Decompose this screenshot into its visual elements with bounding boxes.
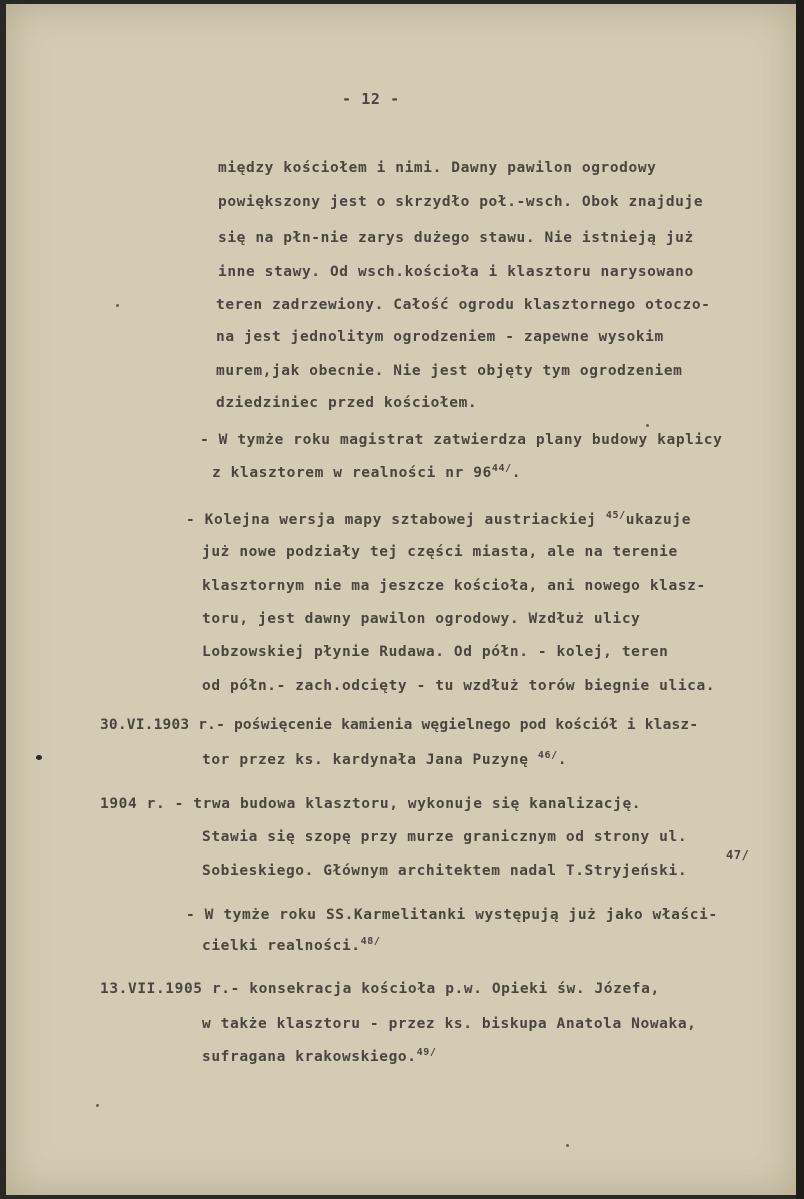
paper-speck	[646, 424, 649, 427]
scan-edge	[796, 0, 804, 1199]
text-line: - Kolejna wersja mapy sztabowej austriackiej $^{45/}$ukazuje	[186, 510, 692, 528]
page-number: - 12 -	[342, 90, 400, 108]
text-line: murem,jak obecnie. Nie jest objęty tym ogrodzeniem	[216, 363, 683, 379]
text-line: dziedziniec przed kościołem.	[216, 395, 478, 411]
footnote-ref-45: 45/	[605, 510, 626, 521]
text-line: już nowe podziały tej części miasta, ale na terenie	[202, 544, 678, 560]
text-line: na jest jednolitym ogrodzeniem - zapewne wysokim	[216, 329, 664, 345]
text-line: z klasztorem w realności nr $96^{44/}$.	[212, 463, 522, 481]
footnote-ref-48: 48/	[360, 936, 381, 947]
paper-speck	[116, 304, 119, 307]
text-line: cielki realności.$^{48/}$	[202, 936, 381, 954]
text-line: od półn.- zach.odcięty - tu wzdłuż torów biegnie ulica.	[202, 678, 716, 694]
text-line: Lobzowskiej płynie Rudawa. Od półn. - kolej, teren	[202, 644, 669, 660]
text-line: inne stawy. Od wsch.kościoła i klasztoru narysowano	[218, 264, 694, 280]
text-line: między kościołem i nimi. Dawny pawilon ogrodowy	[218, 160, 657, 176]
text-line: 1904 r. - trwa budowa klasztoru, wykonuje się kanalizację.	[100, 796, 642, 812]
text-line: 30.VI.1903 r.- poświęcenie kamienia węgielnego pod kościół i klasz-	[100, 717, 699, 733]
text-line: - W tymże roku magistrat zatwierdza plany budowy kaplicy	[200, 432, 723, 448]
text-line: się na płn-nie zarys dużego stawu. Nie istnieją już	[218, 230, 694, 246]
ink-mark	[36, 755, 42, 760]
footnote-ref-44: 44/	[491, 463, 512, 474]
document-page	[6, 4, 796, 1195]
text-line: 13.VII.1905 r.- konsekracja kościoła p.w. Opieki św. Józefa,	[100, 981, 660, 997]
footnote-ref-46: 46/	[537, 750, 558, 761]
text-line: - W tymże roku SS.Karmelitanki występują już jako właści-	[186, 907, 718, 923]
text-line: powiększony jest o skrzydło poł.-wsch. Obok znajduje	[218, 194, 704, 210]
footnote-ref-49: 49/	[416, 1047, 437, 1058]
text-line: toru, jest dawny pawilon ogrodowy. Wzdłuż ulicy	[202, 611, 641, 627]
text-line: klasztornym nie ma jeszcze kościoła, ani nowego klasz-	[202, 578, 706, 594]
paper-speck	[566, 1144, 569, 1147]
text-line: tor przez ks. kardynała Jana Puzynę $^{46/}$.	[202, 750, 568, 768]
text-line: Sobieskiego. Głównym architektem nadal T.Stryjeński.	[202, 863, 688, 879]
text-line: sufragana krakowskiego.$^{49/}$	[202, 1047, 437, 1065]
text-line: teren zadrzewiony. Całość ogrodu klasztornego otoczo-	[216, 297, 711, 313]
footnote-ref-47: 47/	[726, 848, 750, 862]
text-line: Stawia się szopę przy murze granicznym od strony ul.	[202, 829, 688, 845]
text-line: w także klasztoru - przez ks. biskupa Anatola Nowaka,	[202, 1016, 697, 1032]
paper-speck	[96, 1104, 99, 1107]
